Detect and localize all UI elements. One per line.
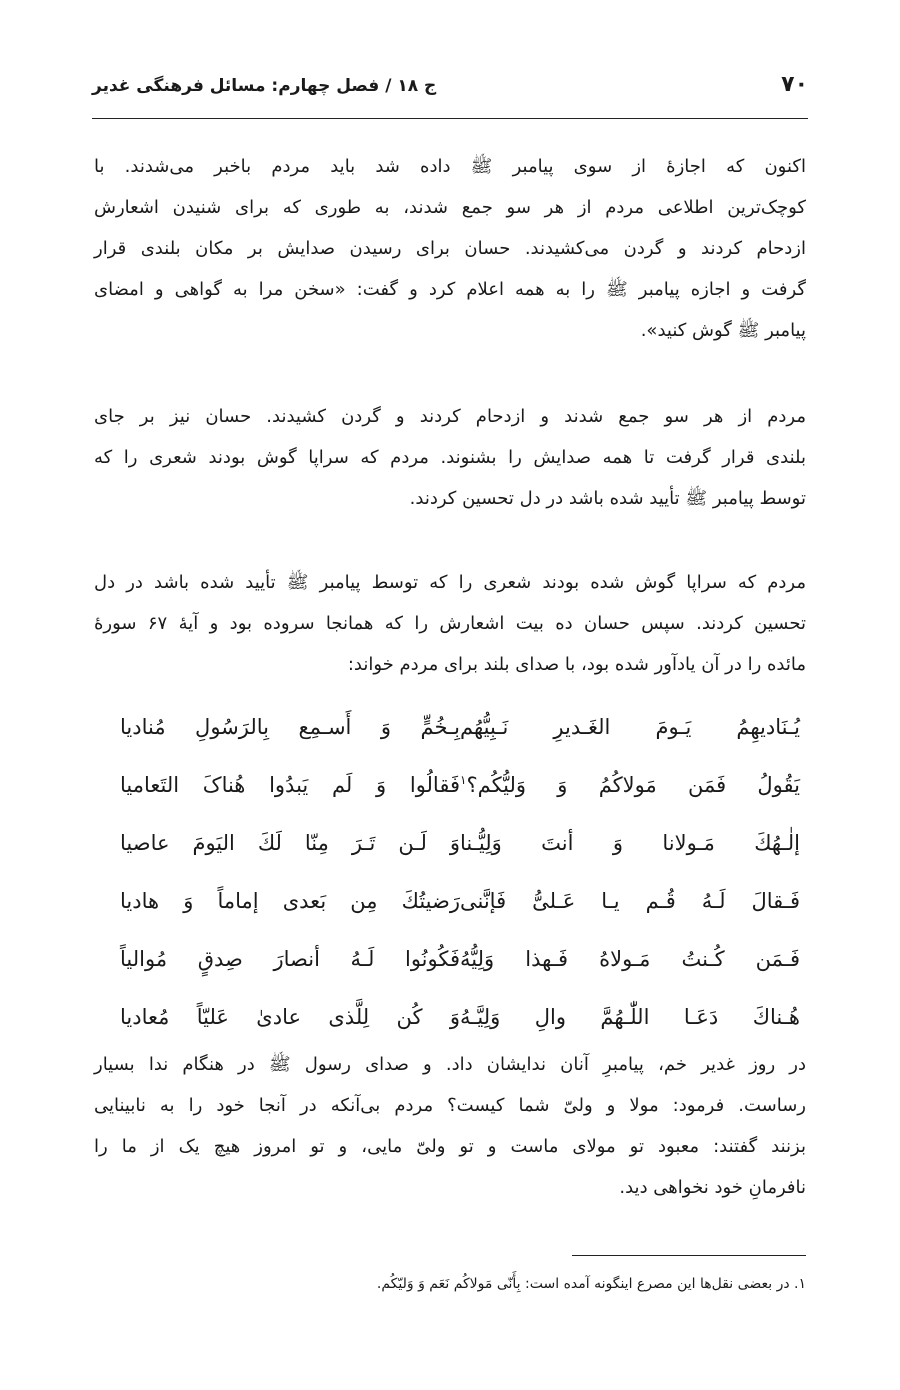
poem-couplet bbox=[120, 831, 800, 889]
text-line: تحسین کردند. سپس حسان ده بیت اشعارش را که همانجا سروده بود و آیهٔ ۶۷ سورهٔ bbox=[94, 613, 806, 634]
hemistich-left: فَقالُوا وَ لَم یَبدُوا هُناکَ التَعامیا bbox=[120, 773, 460, 797]
hemistich-right: إلٰـهُكَ مَـولانا وَ أنتَ وَلِیُّـنا bbox=[460, 831, 800, 855]
hemistich-text: یَقُولُ فَمَن مَولاکُمُ وَ وَلیُّکُم؟ bbox=[466, 773, 800, 797]
hemistich-right bbox=[460, 773, 800, 797]
footnote-rule bbox=[572, 1255, 806, 1256]
text-line: مردم از هر سو جمع شدند و ازدحام کردند و گردن کشیدند. حسان نیز بر جای bbox=[94, 406, 806, 427]
paragraph-1 bbox=[94, 146, 806, 351]
text-line: گرفت و اجازه پیامبر ﷺ را به همه اعلام کرد و گفت: «سخن مرا به گواهی و امضای bbox=[94, 279, 806, 300]
text-line: کوچک‌ترین اطلاعی مردم از هر سو جمع شدند، به طوری که برای شنیدن اشعارش bbox=[94, 197, 806, 218]
text-line: مائده را در آن یادآور شده بود، با صدای بلند برای مردم خواند: bbox=[347, 654, 806, 675]
page-number: ۷۰ bbox=[781, 72, 808, 97]
hemistich-left: بِـخُمٍّ وَ أَسـمِع بِالرَسُولِ مُنادیا bbox=[120, 715, 460, 739]
text-line: بلندی قرار گرفت تا همه صدایش را بشنوند. مردم که سراپا گوش بودند شعری را که bbox=[94, 447, 806, 468]
hemistich-left: فَکُونُوا لَـهُ أنصارَ صِدقٍ مُوالیاً bbox=[120, 947, 460, 971]
hemistich-left: وَ کُن لِلَّذی عادیٰ عَلیّاً مُعادیا bbox=[120, 1005, 460, 1029]
footnote: ۱. در بعضی نقل‌ها این مصرع اینگونه آمده است: بِأَنّی مَولاکُم نَعَم وَ وَلیّکُم. bbox=[376, 1276, 806, 1292]
poem-couplet bbox=[120, 889, 800, 947]
text-line: در روز غدیر خم، پیامبرِ آنان ندایشان داد. و صدای رسول ﷺ در هنگام ندا بسیار bbox=[94, 1054, 806, 1075]
hemistich-left: رَضیتُكَ مِن بَعدی إماماً وَ هادیا bbox=[120, 889, 460, 913]
poem-couplet bbox=[120, 715, 800, 773]
text-line: ازدحام کردند و گردن می‌کشیدند. حسان برای رسیدن صدایش بر مکان بلندی قرار bbox=[94, 238, 806, 259]
header-rule bbox=[92, 118, 808, 119]
paragraph-4 bbox=[94, 1044, 806, 1208]
text-line: نافرمانِ خود نخواهی دید. bbox=[619, 1177, 806, 1198]
paragraph-3 bbox=[94, 562, 806, 685]
poem-couplet bbox=[120, 947, 800, 1005]
footnote-mark: ۱ bbox=[460, 773, 467, 787]
page-header bbox=[92, 72, 808, 116]
text-line: مردم که سراپا گوش شده بودند شعری را که توسط پیامبر ﷺ تأیید شده باشد در دل bbox=[94, 572, 806, 593]
hemistich-left: وَ لَـن تَـرَ مِنّا لَكَ الیَومَ عاصیا bbox=[120, 831, 460, 855]
hemistich-right: هُـناكَ دَعَـا اللّٰـهُمَّ والِ وَلِیَّـهُ bbox=[460, 1005, 800, 1029]
text-line: پیامبر ﷺ گوش کنید». bbox=[640, 320, 806, 341]
poem bbox=[120, 715, 800, 1063]
text-line: اکنون که اجازهٔ از سوی پیامبر ﷺ داده شد باید مردم باخبر می‌شدند. با bbox=[94, 156, 806, 177]
hemistich-right: یُـنَادیهِمُ یَـومَ الغَـدیرِ نَـبِیُّهُم bbox=[460, 715, 800, 739]
running-head: ج ۱۸ / فصل چهارم: مسائل فرهنگی غدیر bbox=[92, 76, 437, 96]
paragraph-2 bbox=[94, 396, 806, 519]
poem-couplet bbox=[120, 773, 800, 831]
hemistich-right: فَـمَن کُـنتُ مَـولاهُ فَـهذا وَلِیُّهُ bbox=[460, 947, 800, 971]
text-line: بزنند گفتند: معبود تو مولای ماست و تو ولیّ مایی، و تو امروز هیچ یک از ما را bbox=[94, 1136, 806, 1157]
text-line: رساست. فرمود: مولا و ولیّ شما کیست؟ مردم بی‌آنکه در آنجا خود را به نابینایی bbox=[94, 1095, 806, 1116]
hemistich-right: فَـقالَ لَـهُ قُـم یـا عَـلیُّ فَإنَّنی bbox=[460, 889, 800, 913]
text-line: توسط پیامبر ﷺ تأیید شده باشد در دل تحسین کردند. bbox=[409, 488, 806, 509]
